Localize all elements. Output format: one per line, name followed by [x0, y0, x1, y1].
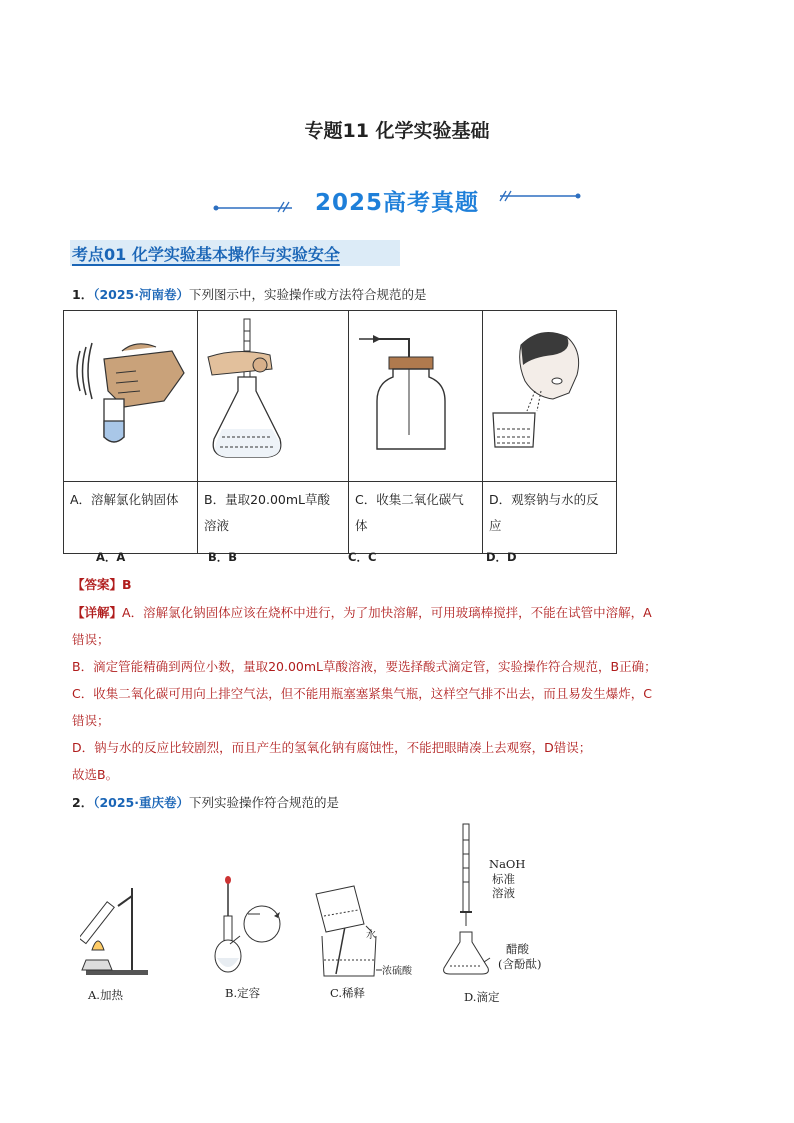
figure-c-acid-label: 浓硫酸	[382, 966, 412, 977]
detail-line-5: 错误；	[72, 713, 110, 728]
options-table	[63, 310, 617, 554]
option-b-figure	[198, 311, 349, 482]
figure-d-label: D.滴定	[464, 990, 500, 1004]
figure-a-label: A.加热	[88, 988, 123, 1002]
detail-line-1: 【详解】A．溶解氯化钠固体应该在烧杯中进行，为了加快溶解，可用玻璃棒搅拌，不能在试管中溶解，A	[72, 605, 652, 620]
detail-line-7: 故选B。	[72, 767, 119, 782]
detail-line-2: 错误；	[72, 632, 110, 647]
question-number: 2．	[72, 795, 94, 810]
answer-line	[72, 575, 132, 593]
figure-d-naoh-label: NaOH	[489, 857, 526, 871]
figure-d-standard-label: 标准	[492, 872, 515, 886]
figure-c-water-label: 水	[366, 930, 376, 941]
figure-c-label: C.稀释	[330, 986, 366, 1000]
banner-title: 2025高考真题	[314, 190, 479, 216]
figure-d-phenolphthalein-label: (含酚酞)	[498, 957, 542, 971]
question-text: 下列实验操作符合规范的是	[189, 795, 340, 810]
choice-a[interactable]: A．A	[96, 550, 126, 564]
question-text: 下列图示中，实验操作或方法符合规范的是	[189, 287, 427, 302]
option-c-figure	[349, 311, 483, 482]
option-d-caption: D．观察钠与水的反应	[483, 482, 617, 554]
section-title: 考点01 化学实验基本操作与实验安全	[72, 245, 340, 264]
test-tube-shaking-icon	[64, 311, 197, 477]
observing-beaker-icon	[483, 311, 616, 477]
answer-value: B	[122, 577, 132, 592]
option-b-caption: B．量取20.00mL草酸溶液	[198, 482, 349, 554]
heating-apparatus-icon	[80, 888, 148, 975]
answer-label: 【答案】	[72, 577, 123, 592]
option-a-caption: A．溶解氯化钠固体	[64, 482, 198, 554]
document-title: 专题11 化学实验基础	[304, 120, 490, 142]
choice-d[interactable]: D．D	[486, 550, 517, 564]
question-number: 1．	[72, 287, 94, 302]
figure-d-acetic-label: 醋酸	[506, 942, 529, 956]
figure-d-solution-label: 溶液	[492, 886, 515, 900]
question-2-figures	[80, 820, 560, 985]
option-a-figure	[64, 311, 198, 482]
question-source: （2025·重庆卷）	[93, 795, 189, 810]
titration-apparatus-icon	[444, 824, 490, 974]
question-1-stem	[72, 285, 427, 303]
detail-line-6: D．钠与水的反应比较剧烈，而且产生的氢氧化钠有腐蚀性，不能把眼睛凑上去观察，D错误；	[72, 740, 592, 755]
option-d-figure	[483, 311, 617, 482]
detail-line-3: B．滴定管能精确到两位小数，量取20.00mL草酸溶液，要选择酸式滴定管，实验操作符合规范，B正确；	[72, 659, 657, 674]
choice-b[interactable]: B．B	[208, 550, 238, 564]
option-c-caption: C．收集二氧化碳气体	[349, 482, 483, 554]
pipette-flask-icon	[198, 311, 348, 477]
question-2-stem	[72, 793, 339, 811]
detail-line-4: C．收集二氧化碳可用向上排空气法，但不能用瓶塞塞紧集气瓶，这样空气排不出去，而且易发生爆炸，C	[72, 686, 652, 701]
gas-bottle-icon	[349, 311, 482, 477]
volumetric-flask-icon	[215, 876, 280, 972]
choice-c[interactable]: C．C	[348, 550, 377, 564]
question-source: （2025·河南卷）	[93, 287, 189, 302]
detail-label: 【详解】	[72, 605, 123, 620]
figure-b-label: B.定容	[225, 986, 261, 1000]
